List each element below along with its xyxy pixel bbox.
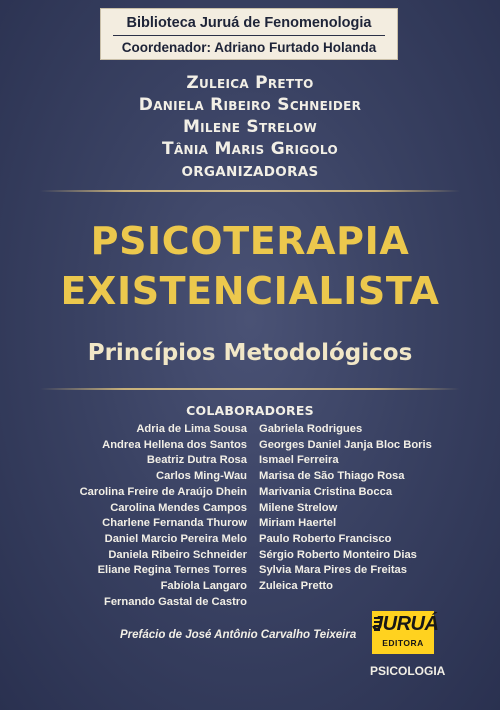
series-coordinator: Coordenador: Adriano Furtado Holanda bbox=[121, 40, 377, 55]
collaborator-name: Beatriz Dutra Rosa bbox=[146, 454, 247, 467]
collaborators-column-right bbox=[259, 422, 432, 595]
collaborator-name: Ismael Ferreira bbox=[259, 454, 339, 467]
collaborator-name: Eliane Regina Ternes Torres bbox=[97, 564, 247, 577]
collaborator-name: Marisa de São Thiago Rosa bbox=[259, 470, 405, 483]
collaborator-name: Marivania Cristina Bocca bbox=[259, 485, 393, 498]
collaborator-name: Fabíola Langaro bbox=[160, 580, 247, 593]
gold-divider-bottom bbox=[40, 388, 460, 390]
collaborator-name: Georges Daniel Janja Bloc Boris bbox=[259, 438, 432, 451]
collaborator-name: Andrea Hellena dos Santos bbox=[102, 438, 247, 451]
organizer-name: Daniela Ribeiro Schneider bbox=[138, 95, 362, 115]
publisher-logo bbox=[372, 611, 439, 654]
collaborator-name: Adria de Lima Sousa bbox=[136, 423, 247, 435]
collaborator-name: Daniela Ribeiro Schneider bbox=[108, 548, 247, 561]
collaborator-name: Sylvia Mara Pires de Freitas bbox=[259, 564, 408, 577]
book-subtitle: Princípios Metodológicos bbox=[87, 340, 413, 366]
series-divider bbox=[113, 35, 385, 36]
collaborator-name: Paulo Roberto Francisco bbox=[259, 532, 392, 545]
publisher-name: JURUÁ bbox=[372, 613, 439, 635]
book-title-line-1: PSICOTERAPIA bbox=[90, 219, 410, 263]
collaborator-name: Carolina Freire de Araújo Dhein bbox=[79, 485, 247, 498]
collaborator-name: Sérgio Roberto Monteiro Dias bbox=[259, 548, 417, 561]
organizer-name: Milene Strelow bbox=[182, 117, 318, 137]
collaborator-name: Gabriela Rodrigues bbox=[259, 423, 363, 435]
category-label: PSICOLOGIA bbox=[370, 664, 446, 678]
collaborator-name: Miriam Haertel bbox=[259, 517, 337, 530]
collaborator-name: Daniel Marcio Pereira Melo bbox=[104, 532, 247, 545]
book-title bbox=[0, 216, 500, 316]
collaborator-name: Fernando Gastal de Castro bbox=[104, 595, 247, 608]
collaborator-name: Charlene Fernanda Thurow bbox=[102, 517, 247, 530]
collaborator-name: Milene Strelow bbox=[259, 501, 338, 514]
collaborators-label: COLABORADORES bbox=[186, 403, 314, 418]
organizer-name: Zuleica Pretto bbox=[186, 73, 314, 93]
collaborators-column-left bbox=[80, 422, 247, 610]
organizers-label: ORGANIZADORAS bbox=[181, 164, 319, 180]
collaborator-name: Carolina Mendes Campos bbox=[110, 501, 247, 514]
series-banner bbox=[100, 8, 398, 60]
collaborator-name: Carlos Ming-Wau bbox=[156, 470, 247, 483]
preface-credit: Prefácio de José Antônio Carvalho Teixeira bbox=[120, 629, 357, 641]
series-title: Biblioteca Juruá de Fenomenologia bbox=[126, 15, 372, 31]
publisher-sub: EDITORA bbox=[382, 638, 424, 648]
collaborator-name: Zuleica Pretto bbox=[259, 580, 333, 593]
organizer-name: Tânia Maris Grigolo bbox=[162, 139, 338, 159]
book-title-line-2: EXISTENCIALISTA bbox=[60, 269, 440, 313]
gold-divider-top bbox=[40, 190, 460, 192]
organizers-list bbox=[0, 72, 500, 160]
